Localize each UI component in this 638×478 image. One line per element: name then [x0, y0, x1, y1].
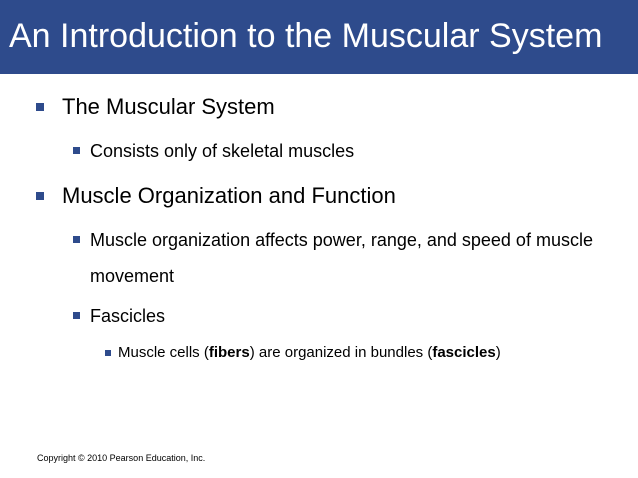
subbullet-skeletal-muscles [73, 140, 613, 162]
subbullet-fascicles [73, 305, 613, 327]
bullet-text: Muscle organization affects power, range, and speed of muscle movement [90, 230, 593, 286]
text-segment: Muscle cells ( [118, 344, 209, 361]
square-bullet-icon [73, 236, 80, 243]
bullet-text: Consists only of skeletal muscles [90, 141, 355, 161]
text-segment: ) [495, 344, 501, 361]
bullet-text: Fascicles [90, 306, 166, 326]
term-fibers: fibers [208, 344, 250, 361]
slide-title: An Introduction to the Muscular System [9, 17, 603, 55]
square-bullet-icon [36, 192, 44, 200]
subbullet-organization-affects [73, 229, 613, 293]
square-bullet-icon [73, 147, 80, 154]
square-bullet-icon [36, 103, 44, 111]
title-bar [0, 0, 638, 74]
square-bullet-icon [105, 350, 111, 356]
term-fascicles: fascicles [432, 344, 496, 361]
bullet-muscle-organization [36, 182, 596, 210]
bullet-text: The Muscular System [62, 94, 275, 119]
bullet-text [118, 343, 501, 363]
bullet-text: Muscle Organization and Function [62, 183, 396, 208]
text-segment: ) are organized in bundles ( [249, 344, 433, 361]
bullet-muscular-system [36, 93, 596, 121]
copyright-notice: Copyright © 2010 Pearson Education, Inc. [37, 453, 206, 463]
square-bullet-icon [73, 312, 80, 319]
subsubbullet-muscle-cells [105, 343, 625, 363]
